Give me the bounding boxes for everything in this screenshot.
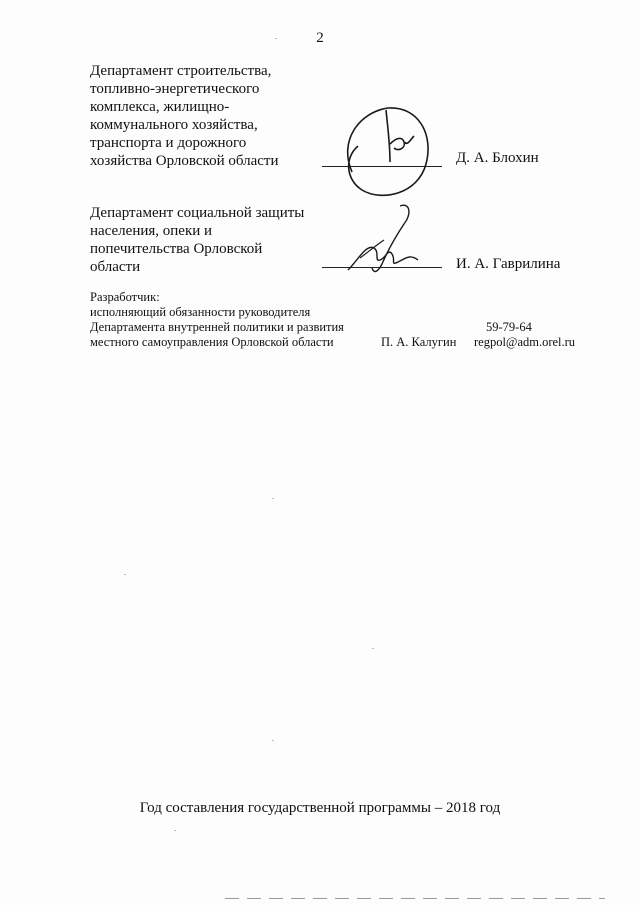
signatory-1-department <box>90 62 279 170</box>
department-line: попечительства Орловской <box>90 241 263 257</box>
department-line: комплекса, жилищно- <box>90 99 230 115</box>
developer-phone: 59-79-64 <box>486 320 532 334</box>
signatory-2-name: И. А. Гаврилина <box>456 256 561 272</box>
signature-gavrilina <box>338 200 428 280</box>
signatory-2-department <box>90 204 304 276</box>
department-line: коммунального хозяйства, <box>90 117 258 133</box>
scan-speck <box>372 648 374 649</box>
department-line: хозяйства Орловской области <box>90 153 279 169</box>
department-line: области <box>90 259 141 275</box>
developer-label: Разработчик: <box>90 290 160 304</box>
developer-position-line: исполняющий обязанности руководителя <box>90 305 311 319</box>
scan-bottom-edge <box>225 898 605 899</box>
scan-speck <box>275 38 277 39</box>
scan-speck <box>272 498 274 499</box>
department-line: Департамент социальной защиты <box>90 205 305 221</box>
developer-email: regpol@adm.orel.ru <box>474 335 576 349</box>
signature-blokhin <box>330 100 440 210</box>
signatory-1-name: Д. А. Блохин <box>456 150 539 166</box>
department-line: транспорта и дорожного <box>90 135 247 151</box>
developer-position-line: местного самоуправления Орловской области <box>90 335 334 349</box>
developer-name: П. А. Калугин <box>381 335 457 349</box>
department-line: Департамент строительства, <box>90 63 272 79</box>
department-line: топливно-энергетического <box>90 81 260 97</box>
scan-speck <box>124 574 126 575</box>
program-year-footer: Год составления государственной программы – 2018 год <box>139 800 501 816</box>
department-line: населения, опеки и <box>90 223 213 239</box>
page-number: 2 <box>316 30 324 46</box>
developer-position-line: Департамента внутренней политики и развития <box>90 320 344 334</box>
scan-speck <box>272 740 274 741</box>
scan-speck <box>174 830 176 831</box>
